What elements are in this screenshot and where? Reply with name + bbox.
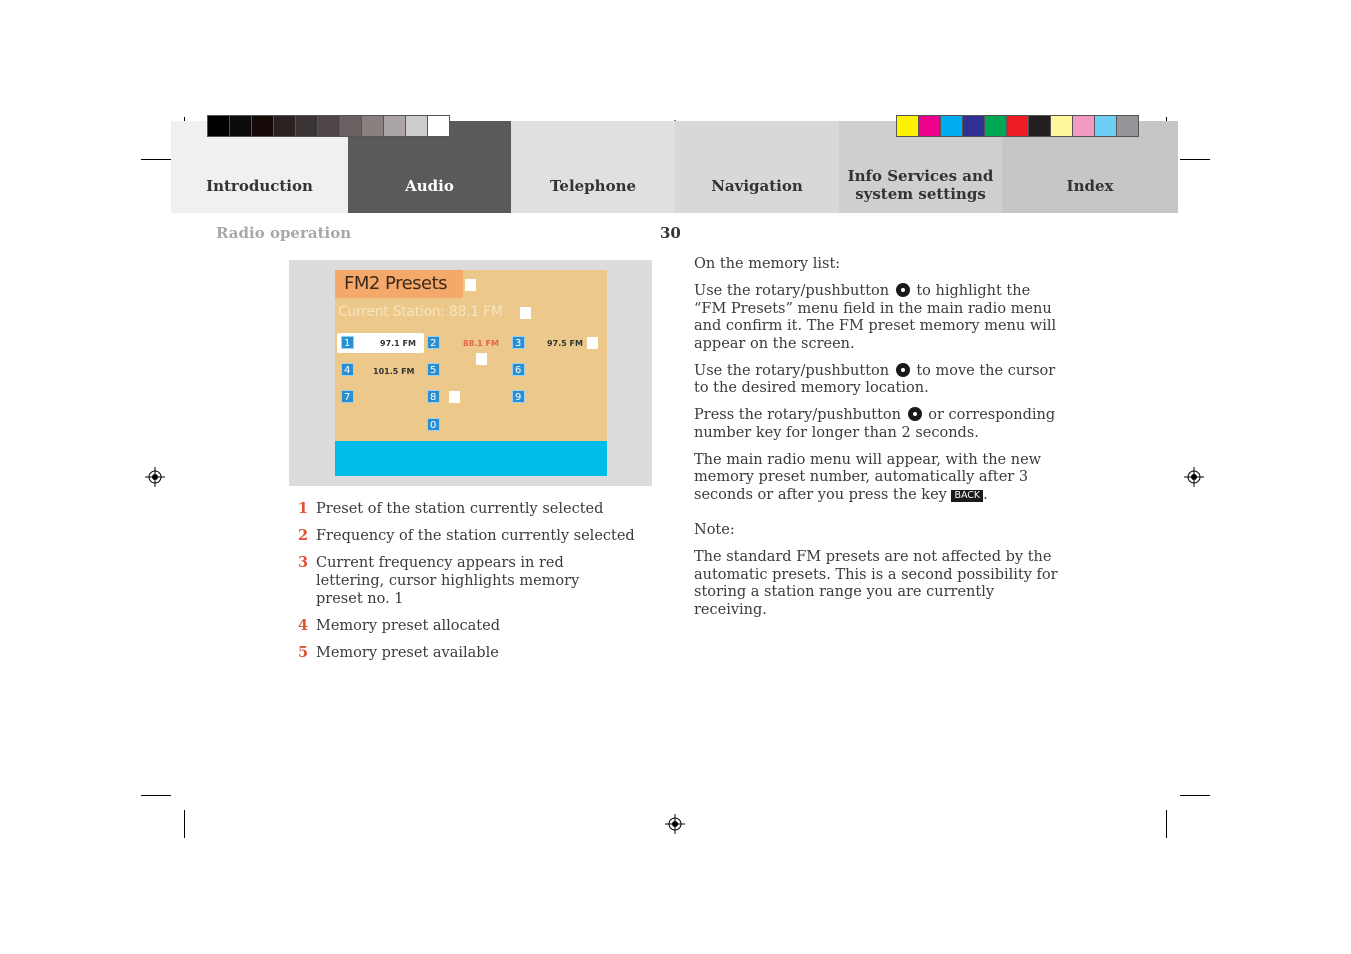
tab-introduction[interactable]: Introduction	[171, 121, 348, 213]
calibration-swatch	[318, 116, 340, 136]
preset-number-5: 5	[427, 363, 440, 376]
back-key-icon: BACK	[951, 490, 983, 502]
paragraph: On the memory list:	[694, 256, 841, 272]
preset-frequency-4: 101.5 FM	[373, 367, 415, 376]
calibration-swatch	[428, 116, 449, 136]
paragraph: Press the rotary/pushbutton or corresponding number key for longer than 2 seconds.	[694, 407, 1056, 441]
grayscale-calibration-bar	[207, 115, 450, 137]
calibration-swatch	[252, 116, 274, 136]
preset-number-0: 0	[427, 418, 440, 431]
calibration-swatch	[362, 116, 384, 136]
crop-mark	[141, 159, 171, 160]
note-label: Note:	[694, 522, 735, 538]
callout-marker	[465, 279, 476, 291]
legend-item: 5 Memory preset available	[298, 644, 499, 661]
tab-info-services[interactable]: Info Services and system settings	[839, 121, 1002, 213]
figure-legend	[298, 500, 638, 671]
calibration-swatch	[963, 116, 985, 136]
calibration-swatch	[1095, 116, 1117, 136]
registration-target-icon	[145, 467, 165, 487]
screen-status-bar	[335, 441, 607, 476]
legend-item: 4 Memory preset allocated	[298, 617, 500, 634]
legend-item: 2 Frequency of the station currently selected	[298, 527, 635, 544]
preset-frequency-3: 97.5 FM	[547, 339, 583, 348]
preset-number-9: 9	[512, 390, 525, 403]
crop-mark	[1180, 795, 1210, 796]
legend-item: 1 Preset of the station currently selected	[298, 500, 604, 517]
rotary-pushbutton-icon	[896, 363, 910, 377]
rotary-pushbutton-icon	[896, 283, 910, 297]
preset-frequency-1: 97.1 FM	[380, 339, 416, 348]
callout-marker	[587, 337, 598, 349]
crop-mark	[141, 795, 171, 796]
crop-mark	[1166, 810, 1167, 838]
registration-target-icon	[1184, 467, 1204, 487]
tab-audio[interactable]: Audio	[348, 121, 511, 213]
screen-title: FM2 Presets	[344, 273, 448, 294]
preset-number-1: 1	[341, 336, 354, 349]
paragraph: Use the rotary/pushbutton to highlight the “FM Presets” menu field in the main radio menu and confirm it. The FM preset memory menu will appear on the screen.	[694, 283, 1057, 352]
calibration-swatch	[897, 116, 919, 136]
preset-number-7: 7	[341, 390, 354, 403]
paragraph: Use the rotary/pushbutton to move the cursor to the desired memory location.	[694, 362, 1056, 396]
crop-mark	[1180, 159, 1210, 160]
calibration-swatch	[985, 116, 1007, 136]
instruction-text	[694, 256, 1066, 629]
calibration-swatch	[274, 116, 296, 136]
current-station-label: Current Station: 88.1 FM	[338, 304, 503, 320]
registration-target-icon	[665, 814, 685, 834]
page-number: 30	[660, 224, 681, 242]
preset-number-2: 2	[427, 336, 440, 349]
calibration-swatch	[1007, 116, 1029, 136]
preset-number-4: 4	[341, 363, 354, 376]
note-text: The standard FM presets are not affected by the automatic presets. This is a second possibility for storing a station range you are currently receiving.	[694, 549, 1058, 618]
callout-marker	[476, 353, 487, 365]
calibration-swatch	[941, 116, 963, 136]
calibration-swatch	[406, 116, 428, 136]
section-title: Radio operation	[216, 224, 352, 242]
calibration-swatch	[1073, 116, 1095, 136]
preset-frequency-2: 88.1 FM	[463, 339, 499, 348]
paragraph: The main radio menu will appear, with the new memory preset number, automatically after 3 seconds or after you press the key BACK .	[694, 451, 1042, 503]
calibration-swatch	[1029, 116, 1051, 136]
calibration-swatch	[1051, 116, 1073, 136]
preset-number-8: 8	[427, 390, 440, 403]
calibration-swatch	[230, 116, 252, 136]
rotary-pushbutton-icon	[908, 407, 922, 421]
crop-mark	[184, 810, 185, 838]
tab-telephone[interactable]: Telephone	[511, 121, 675, 213]
legend-item: 3 Current frequency appears in red lettering, cursor highlights memory preset no. 1	[298, 554, 580, 607]
calibration-swatch	[384, 116, 406, 136]
calibration-swatch	[340, 116, 362, 136]
callout-marker	[449, 391, 460, 403]
calibration-swatch	[208, 116, 230, 136]
calibration-swatch	[296, 116, 318, 136]
callout-marker	[520, 307, 531, 319]
preset-number-6: 6	[512, 363, 525, 376]
preset-number-3: 3	[512, 336, 525, 349]
radio-display-screen	[335, 270, 607, 476]
calibration-swatch	[1117, 116, 1138, 136]
color-calibration-bar	[896, 115, 1139, 137]
tab-index[interactable]: Index	[1002, 121, 1178, 213]
calibration-swatch	[919, 116, 941, 136]
tab-navigation[interactable]: Navigation	[675, 121, 839, 213]
